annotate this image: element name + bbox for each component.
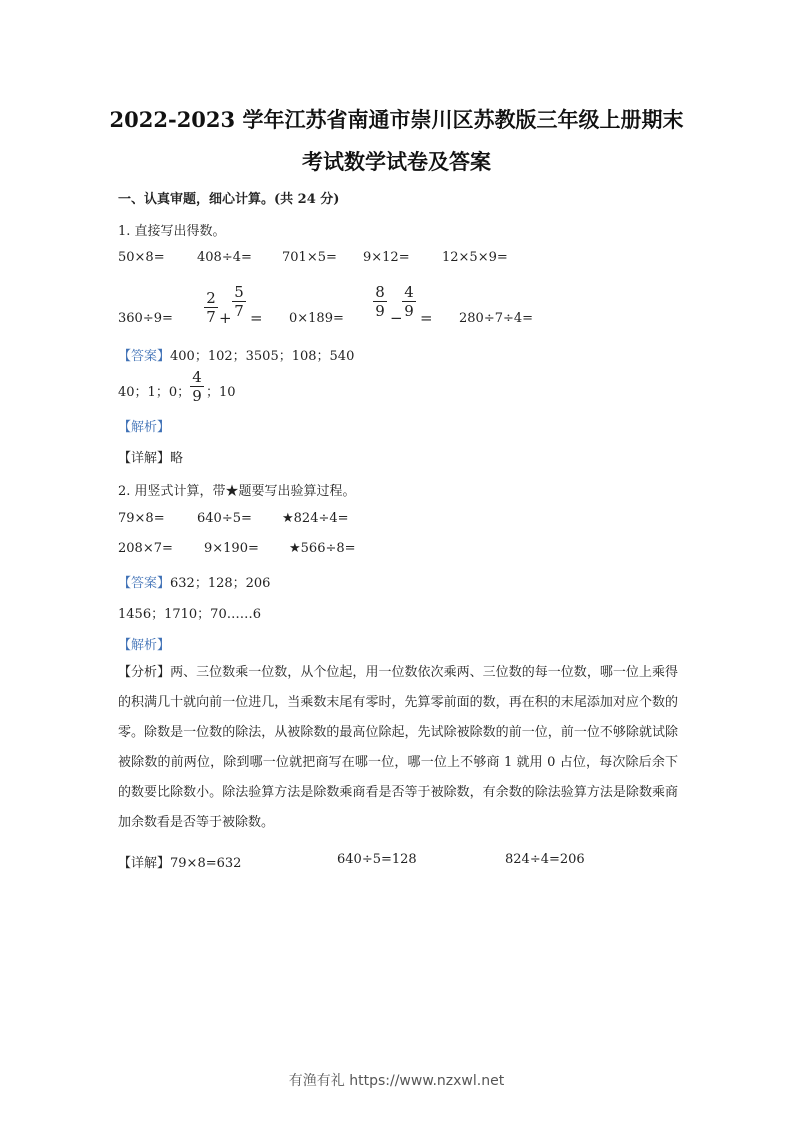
q1-item: 280÷7÷4= bbox=[459, 311, 534, 326]
q1-item: 50×8= bbox=[118, 250, 165, 265]
detail-label: 【详解】 bbox=[118, 856, 171, 871]
q1-item: 360÷9= bbox=[118, 311, 173, 326]
fenxi-text: 两、三位数乘一位数，从个位起，用一位数依次乘两、三位数的每一位数，哪一位上乘得的积满几十就向前一位进几，当乘数末尾有零时，先算零前面的数，再在积的末尾添加对应个数的零。除数是一位数的除法，从被除数的最高位除起，先试除被除数的前一位，前一位不够除就试除被除数的前两位，除到哪一位就把商写在哪一位，哪一位上不够商 1 就用 0 占位，每次除后余下的数要比除数小。除法验算方法是除数乘商看是否等于被除数，有余数的除法验算方法是除数乘商加余数看是否等于被除数。 bbox=[118, 665, 678, 830]
q1-item: 12×5×9= bbox=[442, 250, 508, 265]
section-heading: 一、认真审题，细心计算。(共 24 分) bbox=[118, 192, 340, 207]
fraction: $\frac{8}{9}$ bbox=[373, 283, 387, 320]
fraction: $\frac{5}{7}$ bbox=[232, 283, 246, 320]
detail-item: 824÷4=206 bbox=[505, 852, 585, 867]
detail-item: 79×8=632 bbox=[170, 856, 242, 871]
q1-item: 9×12= bbox=[363, 250, 410, 265]
answer-text: 400；102；3505；108；540 bbox=[170, 349, 355, 364]
fenxi-label: 【分析】 bbox=[118, 665, 171, 680]
q2-answer bbox=[118, 572, 270, 591]
q2-item: 79×8= bbox=[118, 511, 165, 526]
q2-prompt: 2. 用竖式计算，带★题要写出验算过程。 bbox=[118, 484, 356, 499]
q1-item: 408÷4= bbox=[197, 250, 252, 265]
analysis-label: 【解析】 bbox=[118, 638, 171, 653]
q2-analysis-paragraph bbox=[118, 658, 678, 838]
answer-text: ；10 bbox=[206, 385, 236, 400]
answer-text: 1456；1710；70……6 bbox=[118, 607, 261, 622]
fraction: $\frac{4}{9}$ bbox=[402, 283, 416, 320]
operator: − bbox=[390, 309, 403, 327]
answer-text: 632；128；206 bbox=[170, 576, 271, 591]
q1-item: 0×189= bbox=[289, 311, 344, 326]
detail-label: 【详解】 bbox=[118, 451, 171, 466]
q1-prompt: 1. 直接写出得数。 bbox=[118, 224, 226, 239]
doc-title-line2: 考试数学试卷及答案 bbox=[302, 149, 491, 174]
q2-item: 9×190= bbox=[204, 541, 259, 556]
analysis-label: 【解析】 bbox=[118, 420, 171, 435]
fraction: $\frac{4}{9}$ bbox=[190, 368, 204, 405]
q1-answer bbox=[118, 345, 354, 364]
footer-watermark: 有渔有礼 https://www.nzxwl.net bbox=[288, 1073, 505, 1089]
q2-item: 640÷5= bbox=[197, 511, 252, 526]
answer-text: 40；1；0； bbox=[118, 385, 191, 400]
doc-title-line1: 2022-2023 学年江苏省南通市崇川区苏教版三年级上册期末 bbox=[109, 107, 684, 132]
q1-detail bbox=[118, 447, 183, 466]
operator: + bbox=[219, 309, 232, 327]
answer-label: 【答案】 bbox=[118, 576, 171, 591]
q2-detail bbox=[118, 852, 241, 871]
q2-item: ★824÷4= bbox=[282, 511, 349, 526]
detail-text: 略 bbox=[170, 451, 184, 466]
operator: = bbox=[250, 309, 263, 327]
fraction: $\frac{2}{7}$ bbox=[204, 289, 218, 326]
q2-item: ★566÷8= bbox=[289, 541, 356, 556]
operator: = bbox=[420, 309, 433, 327]
answer-label: 【答案】 bbox=[118, 349, 171, 364]
q1-item: 701×5= bbox=[282, 250, 337, 265]
detail-item: 640÷5=128 bbox=[337, 852, 417, 867]
q2-item: 208×7= bbox=[118, 541, 173, 556]
